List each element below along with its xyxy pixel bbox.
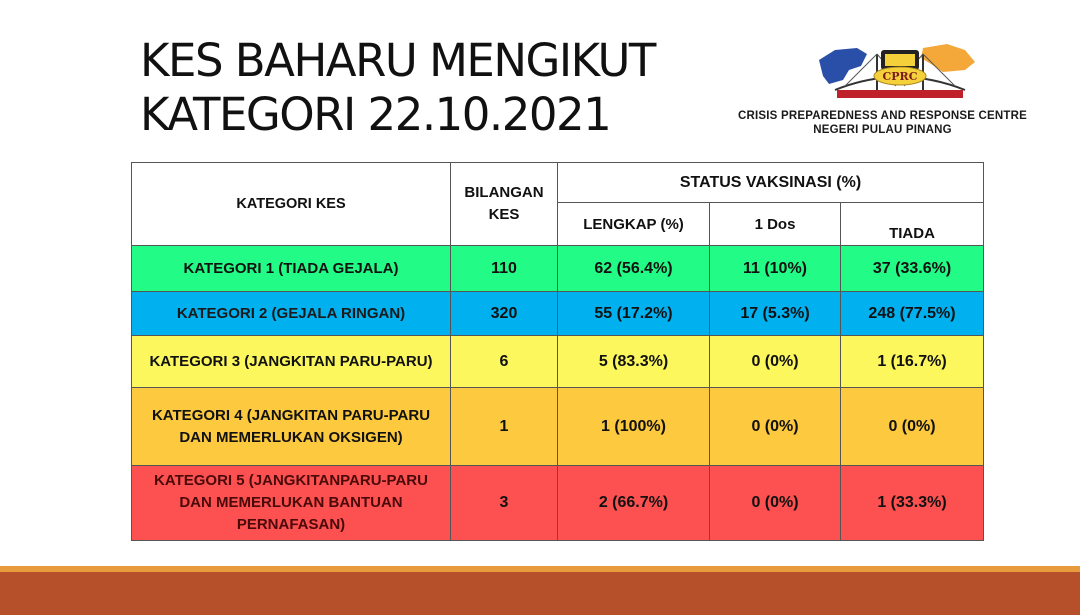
row-1-dos: 0 (0%) xyxy=(710,466,841,541)
row-bilangan: 3 xyxy=(451,466,558,541)
header-bilangan-line-2: KES xyxy=(488,206,520,223)
row-bilangan: 6 xyxy=(451,336,558,388)
row-kategori: KATEGORI 5 (JANGKITANPARU-PARU DAN MEMERLUKAN BANTUAN PERNAFASAN) xyxy=(132,466,451,541)
header-status-vaksinasi: STATUS VAKSINASI (%) xyxy=(558,163,984,203)
row-kategori: KATEGORI 4 (JANGKITAN PARU-PARU DAN MEMERLUKAN OKSIGEN) xyxy=(132,388,451,466)
table-row xyxy=(132,336,984,388)
title-line-1: KES BAHARU MENGIKUT xyxy=(140,34,655,87)
org-name-line-1: CRISIS PREPAREDNESS AND RESPONSE CENTRE xyxy=(738,110,1027,122)
header-bilangan xyxy=(451,163,558,246)
row-lengkap: 62 (56.4%) xyxy=(558,246,710,292)
title-line-2: KATEGORI 22.10.2021 xyxy=(140,88,611,141)
row-bilangan: 320 xyxy=(451,292,558,336)
header-lengkap: LENGKAP (%) xyxy=(558,203,710,246)
row-lengkap: 55 (17.2%) xyxy=(558,292,710,336)
table-header-row xyxy=(132,163,984,203)
row-kategori: KATEGORI 1 (TIADA GEJALA) xyxy=(132,246,451,292)
row-lengkap: 5 (83.3%) xyxy=(558,336,710,388)
header-1-dos: 1 Dos xyxy=(710,203,841,246)
header-tiada: TIADA xyxy=(841,203,984,246)
row-1-dos: 0 (0%) xyxy=(710,388,841,466)
row-kategori: KATEGORI 3 (JANGKITAN PARU-PARU) xyxy=(132,336,451,388)
row-bilangan: 1 xyxy=(451,388,558,466)
cases-by-category-table xyxy=(131,162,984,541)
row-tiada: 0 (0%) xyxy=(841,388,984,466)
table-row xyxy=(132,246,984,292)
header-bilangan-line-1: BILANGAN xyxy=(464,184,544,201)
svg-text:CPRC: CPRC xyxy=(882,70,918,83)
slide-title xyxy=(140,34,700,142)
org-name-line-2: NEGERI PULAU PINANG xyxy=(813,124,952,136)
row-tiada: 248 (77.5%) xyxy=(841,292,984,336)
row-tiada: 1 (33.3%) xyxy=(841,466,984,541)
cprc-logo-block xyxy=(725,40,1040,140)
table-row xyxy=(132,388,984,466)
row-1-dos: 17 (5.3%) xyxy=(710,292,841,336)
header-kategori: KATEGORI KES xyxy=(132,163,451,246)
row-tiada: 1 (16.7%) xyxy=(841,336,984,388)
row-kategori: KATEGORI 2 (GEJALA RINGAN) xyxy=(132,292,451,336)
row-1-dos: 0 (0%) xyxy=(710,336,841,388)
footer-bar xyxy=(0,572,1080,615)
row-lengkap: 2 (66.7%) xyxy=(558,466,710,541)
row-1-dos: 11 (10%) xyxy=(710,246,841,292)
row-bilangan: 110 xyxy=(451,246,558,292)
row-tiada: 37 (33.6%) xyxy=(841,246,984,292)
cprc-logo-icon xyxy=(815,40,985,102)
table-row xyxy=(132,292,984,336)
row-lengkap: 1 (100%) xyxy=(558,388,710,466)
table-row xyxy=(132,466,984,541)
